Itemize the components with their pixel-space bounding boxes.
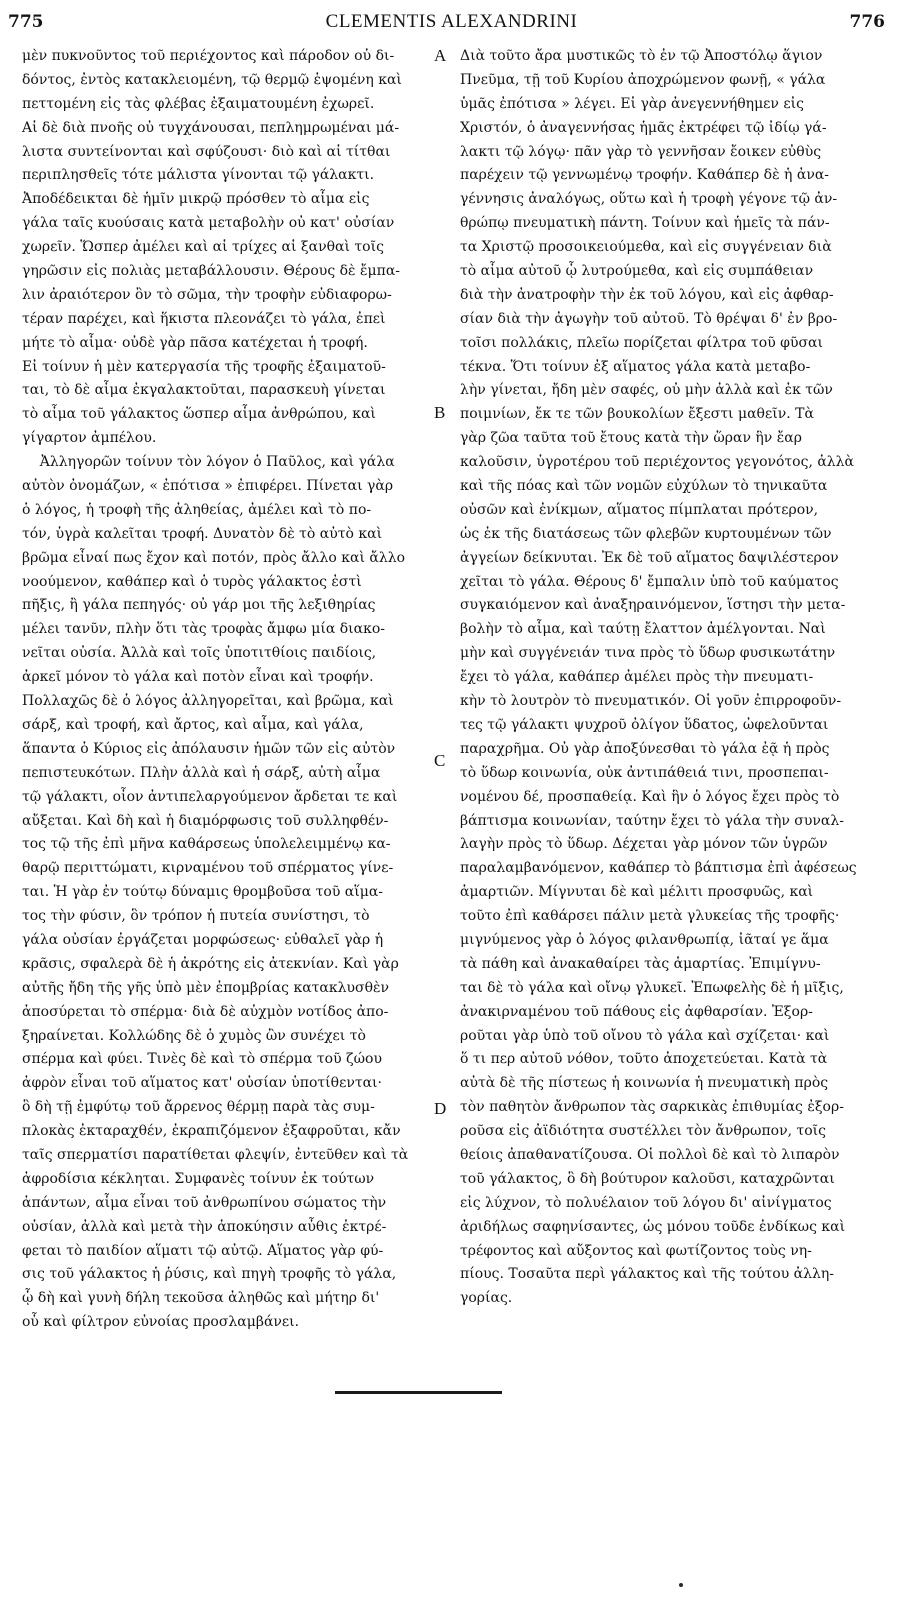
text-line: λαγὴν πρὸς τὸ ὕδωρ. Δέχεται γὰρ μόνον τῶν ὑγρῶν	[460, 836, 828, 853]
section-marker-b: B	[434, 403, 446, 422]
text-line: νομένου δέ, προσπαθείᾳ. Καὶ ἣν ὁ λόγος ἔχει πρὸς τὸ	[460, 788, 840, 805]
text-line: οὗ καὶ φίλτρον εὐνοίας προσλαμβάνει.	[22, 1314, 300, 1331]
text-line: μιγνύμενος γὰρ ὁ λόγος φιλανθρωπίᾳ, ἰᾶταί γε ἅμα	[460, 931, 829, 948]
text-line: ὁ λόγος, ἡ τροφὴ τῆς ἀληθείας, ἀμέλει καὶ τὸ πο-	[22, 501, 372, 518]
text-line: τος τῷ τῆς ἐπὶ μῆνα καθάρσεως ὑπολελειμμένῳ κα-	[22, 836, 391, 853]
text-line: θαρῷ περιττώματι, κιρναμένου τοῦ σπέρματος γίνε-	[22, 860, 394, 877]
text-line: Διὰ τοῦτο ἄρα μυστικῶς τὸ ἐν τῷ Ἀποστόλῳ ἅγιον	[460, 48, 823, 64]
text-line: ἔχει τὸ γάλα, καθάπερ ἀμέλει πρὸς τὴν πνευματι-	[460, 669, 814, 686]
text-line: παραλαμβανόμενον, καθάπερ τὸ βάπτισμα ἐπὶ ἀφέσεως	[460, 860, 857, 877]
text-line: μὲν πυκνοῦντος τοῦ περιέχοντος καὶ πάροδον οὐ δι-	[22, 48, 395, 64]
text-line: καὶ τῆς πόας καὶ τῶν νομῶν εὐχύλων τὸ τηνικαῦτα	[460, 478, 828, 495]
text-line: δόντος, ἐντὸς κατακλειομένη, τῷ θερμῷ ἑψομένη καὶ	[22, 71, 402, 88]
text-line: τος τὴν φύσιν, ὃν τρόπον ἡ πυτεία συνίστησι, τὸ	[22, 908, 370, 925]
text-line: ται δὲ τὸ γάλα καὶ οἴνῳ γλυκεῖ. Ἐπωφελὴς δὲ ἡ μῖξις,	[460, 979, 844, 996]
text-line: οὐσῶν καὶ ἐνίκμων, αἵματος πίμπλαται πρότερον,	[460, 501, 819, 518]
text-line: γίγαρτον ἀμπέλου.	[22, 430, 157, 447]
text-line: ται, τὸ δὲ αἷμα ἐκγαλακτοῦται, παρασκευὴ γίνεται	[22, 382, 386, 399]
text-line: γὰρ ζῶα ταῦτα τοῦ ἔτους κατὰ τὴν ὥραν ἣν ἔαρ	[460, 430, 802, 447]
section-marker-a: A	[434, 46, 447, 65]
text-line: ἀφροδίσια κέκληται. Συμφανὲς τοίνυν ἐκ τούτων	[22, 1170, 375, 1187]
text-line: νοούμενον, καθάπερ καὶ ὁ τυρὸς γάλακτος ἐστὶ	[22, 573, 362, 590]
right-column	[460, 45, 872, 1311]
text-line: γηρῶσιν εἰς πολιὰς μεταβάλλουσιν. Θέρους δὲ ἔμπα-	[22, 263, 400, 280]
text-line: ταῖς σπερματίσι παρατίθεται φλεψίν, ἐντεῦθεν καὶ τὰ	[22, 1146, 409, 1163]
text-line: Ἀποδέδεικται δὲ ἡμῖν μικρῷ πρόσθεν τὸ αἷμα εἰς	[22, 191, 370, 208]
text-line: νεῖται οὐσία. Ἀλλὰ καὶ τοῖς ὑποτιτθίοις παιδίοις,	[22, 645, 377, 662]
page-number-right: 776	[849, 12, 885, 32]
text-line: ἀφρὸν εἶναι τοῦ αἵματος κατ' οὐσίαν ὑποτίθενται·	[22, 1075, 382, 1092]
text-line: ξηραίνεται. Κολλώδης δὲ ὁ χυμὸς ὢν συνέχει τὸ	[22, 1027, 366, 1044]
text-line: ται. Ἡ γὰρ ἐν τούτῳ δύναμις θρομβοῦσα τοῦ αἵμα-	[22, 884, 384, 901]
text-line: τα Χριστῷ προσοικειούμεθα, καὶ εἰς συγγένειαν διὰ	[460, 239, 832, 256]
text-line: παρέχειν τῷ γεννωμένῳ τροφήν. Καθάπερ δὲ ἡ ἀνα-	[460, 167, 830, 184]
text-line: χεῖται τὸ γάλα. Θέρους δ' ἔμπαλιν ὑπὸ τοῦ καύματος	[460, 573, 839, 590]
text-line: χωρεῖν. Ὥσπερ ἀμέλει καὶ αἱ τρίχες αἱ ξανθαὶ τοῖς	[22, 239, 384, 256]
text-line: ᾧ δὴ καὶ γυνὴ δήλη τεκοῦσα ἀληθῶς καὶ μήτηρ δι'	[22, 1290, 380, 1307]
text-line: ὅ τι περ αὐτοῦ νόθον, τοῦτο ἀποχετεύεται. Κατὰ τὰ	[460, 1051, 828, 1068]
text-line: τοῖσι πολλάκις, πλεῖω πορίζεται φίλτρα τοῦ φῦσαι	[460, 334, 823, 351]
text-line: τὸ αἷμα αὐτοῦ ᾧ λυτρούμεθα, καὶ εἰς συμπάθειαν	[460, 263, 814, 280]
text-line: τὸ ὕδωρ κοινωνία, οὐκ ἀντιπάθειά τινι, προσπεπαι-	[460, 764, 829, 781]
text-line: Χριστόν, ὁ ἀναγεννήσας ἡμᾶς ἐκτρέφει τῷ ἰδίῳ γά-	[460, 119, 827, 136]
text-line: πεττομένη εἰς τὰς φλέβας ἐξαιματουμένη ἐχωρεῖ.	[22, 95, 375, 112]
text-line: πίους. Τοσαῦτα περὶ γάλακτος καὶ τῆς τούτου ἀλλη-	[460, 1266, 835, 1283]
text-line: αὔξεται. Καὶ δὴ καὶ ἡ διαμόρφωσις τοῦ συλληφθέν-	[22, 812, 389, 829]
text-line: γάλα οὐσίαν ἐργάζεται μορφώσεως· εὐθαλεῖ γὰρ ἡ	[22, 931, 384, 948]
text-line: τοῦτο ἐπὶ καθάρσει πάλιν μετὰ γλυκείας τῆς τροφῆς·	[460, 908, 840, 925]
text-line: λὴν γίνεται, ἤδη μὲν σαφές, οὐ μὴν ἀλλὰ καὶ ἐκ τῶν	[460, 382, 833, 399]
text-line: πεπιστευκότων. Πλὴν ἀλλὰ καὶ ἡ σάρξ, αὐτὴ αἷμα	[22, 764, 381, 781]
text-line: ἁπάντων, αἷμα εἶναι τοῦ ἀνθρωπίνου σώματος τὴν	[22, 1194, 387, 1211]
text-line: σίαν διὰ τὴν ἀγωγὴν τοῦ αὐτοῦ. Τὸ θρέψαι δ' ἐν βρο-	[460, 310, 838, 327]
text-line: ἀγγείων δείκνυται. Ἐκ δὲ τοῦ αἵματος δαψιλέστερον	[460, 549, 839, 566]
text-line: ὡς ἐκ τῆς διατάσεως τῶν φλεβῶν κυρτουμένων τῶν	[460, 525, 832, 542]
text-line: αὐτὰ δὲ τῆς πίστεως ἡ κοινωνία ἡ πνευματικὴ πρὸς	[460, 1075, 829, 1092]
left-column	[22, 45, 434, 1335]
text-line: ἀποσύρεται τὸ σπέρμα· διὰ δὲ αὐχμὸν νοτίδος ἀπο-	[22, 1003, 389, 1020]
running-title: CLEMENTIS ALEXANDRINI	[325, 11, 578, 32]
text-line: τες τῷ γάλακτι ψυχροῦ ὀλίγον ὕδατος, ὠφελοῦνται	[460, 716, 829, 733]
text-line: τέκνα. Ὅτι τοίνυν ἐξ αἵματος γάλα κατὰ μεταβο-	[460, 358, 811, 375]
text-line: τῷ γάλακτι, οἷον ἀντιπελαργούμενον ἄρδεται τε καὶ	[22, 788, 398, 805]
text-line: Ἀλληγορῶν τοίνυν τὸν λόγον ὁ Παῦλος, καὶ γάλα	[22, 454, 395, 471]
text-line: Εἰ τοίνυν ἡ μὲν κατεργασία τῆς τροφῆς ἐξαιματοῦ-	[22, 358, 386, 375]
text-line: Πολλαχῶς δὲ ὁ λόγος ἀλληγορεῖται, καὶ βρῶμα, καὶ	[22, 693, 394, 710]
text-line: Αἱ δὲ διὰ πνοῆς οὐ τυγχάνουσαι, πεπλημρωμέναι μά-	[22, 119, 400, 136]
text-line: ἀρκεῖ μόνον τὸ γάλα καὶ ποτὸν εἶναι καὶ τροφήν.	[22, 669, 374, 686]
text-line: τρέφοντος καὶ αὔξοντος καὶ φωτίζοντος τοὺς νη-	[460, 1242, 812, 1259]
text-line: ροῦσα εἰς ἀϊδιότητα συστέλλει τὸν ἄνθρωπον, τοῖς	[460, 1123, 827, 1140]
text-line: τὸν παθητὸν ἄνθρωπον τὰς σαρκικὰς ἐπιθυμίας ἐξορ-	[460, 1099, 844, 1116]
text-line: φεται τὸ παιδίον αἵματι τῷ αὐτῷ. Αἵματος γὰρ φύ-	[22, 1242, 384, 1259]
section-marker-d: D	[434, 1099, 447, 1118]
text-line: ὑμᾶς ἐπότισα » λέγει. Εἰ γὰρ ἀνεγεννήθημεν εἰς	[460, 95, 804, 112]
text-line: ροῦται γὰρ ὑπὸ τοῦ οἴνου τὸ γάλα καὶ σχίζεται· καὶ	[460, 1027, 830, 1044]
text-line: τέραν παρέχει, καὶ ἥκιστα πλεονάζει τὸ γάλα, ἐπεὶ	[22, 310, 386, 327]
text-line: μέλει τανῦν, πλὴν ὅτι τὰς τροφὰς ἄμφω μία διακο-	[22, 621, 386, 638]
text-line: βρῶμα εἶναί πως ἔχον καὶ ποτόν, πρὸς ἄλλο καὶ ἄλλο	[22, 549, 406, 566]
text-line: εἰς λύχνον, τὸ πολυέλαιον τοῦ λόγου δι' αἰνίγματος	[460, 1194, 832, 1211]
text-line: ἅπαντα ὁ Κύριος εἰς ἀπόλαυσιν ἡμῶν τῶν εἰς αὐτὸν	[22, 740, 396, 757]
page-number-left: 775	[8, 12, 44, 32]
text-line: λιστα συντείνονται καὶ σφύζουσι· διὸ καὶ αἱ τίτθαι	[22, 143, 391, 160]
text-line: μὴν καὶ συγγένειάν τινα πρὸς τὸ ὕδωρ φυσικωτάτην	[460, 645, 836, 662]
text-line: ὃ δὴ τῇ ἐμφύτῳ τοῦ ἄρρενος θέρμῃ παρὰ τὰς συμ-	[22, 1099, 375, 1116]
text-line: λακτι τῷ λόγῳ· πᾶν γὰρ τὸ γεννῆσαν ἔοικεν εὐθὺς	[460, 143, 822, 160]
text-line: Πνεῦμα, τῇ τοῦ Κυρίου ἀποχρώμενον φωνῇ, « γάλα	[460, 71, 826, 88]
text-line: καλοῦσιν, ὑγροτέρου τοῦ περιέχοντος γεγονότος, ἀλλὰ	[460, 454, 855, 471]
text-line: βολὴν τὸ αἷμα, καὶ ταύτῃ ἔλαττον ἀμέλγονται. Ναὶ	[460, 621, 826, 638]
text-line: οὐσίαν, ἀλλὰ καὶ μετὰ τὴν ἀποκύησιν αὖθις ἐκτρέ-	[22, 1218, 387, 1235]
text-line: κὴν τὸ λουτρὸν τὸ πνευματικόν. Οἱ γοῦν ἐπιρροφοῦν-	[460, 693, 842, 710]
text-line: τὰ πάθη καὶ ἀνακαθαίρει τὰς ἁμαρτίας. Ἐπιμίγνυ-	[460, 955, 821, 972]
text-line: ἀνακιρναμένου τοῦ πάθους εἰς ἀφθαρσίαν. Ἐξορ-	[460, 1003, 813, 1020]
text-line: γέννησις ἀναλόγως, οὕτω καὶ ἡ τροφὴ γέγονε τῷ ἀν-	[460, 191, 838, 208]
text-line: θείοις ἀπαθανατίζουσα. Οἱ πολλοὶ δὲ καὶ τὸ λιπαρὸν	[460, 1146, 840, 1163]
text-line: τόν, ὑγρὰ καλεῖται τροφή. Δυνατὸν δὲ τὸ αὐτὸ καὶ	[22, 525, 383, 542]
page-speck	[679, 1583, 683, 1587]
text-line: σις τοῦ γάλακτος ἡ ῥύσις, καὶ πηγὴ τροφῆς τὸ γάλα,	[22, 1266, 397, 1283]
text-line: παραχρῆμα. Οὐ γὰρ ἀποξύνεσθαι τὸ γάλα ἐᾷ ἡ πρὸς	[460, 740, 830, 757]
text-line: αὐτὸν ὀνομάζων, « ἐπότισα » ἐπιφέρει. Πίνεται γὰρ	[22, 478, 394, 495]
text-line: κρᾶσις, σφαλερὰ δὲ ἡ ἀκρότης εἰς ἀτεκνίαν. Καὶ γὰρ	[22, 955, 399, 972]
end-rule	[335, 1391, 502, 1394]
text-line: θρώπῳ πνευματικὴ πάντη. Τοίνυν καὶ ἡμεῖς τὰ πάν-	[460, 215, 830, 232]
text-line: ἁμαρτιῶν. Μίγνυται δὲ καὶ μέλιτι προσφυῶς, καὶ	[460, 884, 814, 901]
text-line: πλοκὰς ἐκταραχθέν, ἐκραπιζόμενον ἐξαφροῦται, κἄν	[22, 1123, 401, 1140]
text-line: γορίας.	[460, 1290, 513, 1307]
text-line: λιν ἀραιότερον ὂν τὸ σῶμα, τὴν τροφὴν εὐδιαφορω-	[22, 286, 392, 303]
text-line: γάλα ταῖς κυούσαις κατὰ μεταβολὴν οὐ κατ' οὐσίαν	[22, 215, 395, 232]
text-line: μήτε τὸ αἷμα· οὐδὲ γὰρ πᾶσα κατέχεται ἡ τροφή.	[22, 334, 368, 351]
text-line: ποιμνίων, ἔκ τε τῶν βουκολίων ἔξεστι μαθεῖν. Τὰ	[460, 406, 814, 423]
text-line: ἀριδήλως σαφηνίσαντες, ὡς μόνου τοῦδε ἐνδίκως καὶ	[460, 1218, 846, 1235]
text-line: διὰ τὴν ἀνατροφὴν τὴν ἐκ τοῦ λόγου, καὶ εἰς ἀφθαρ-	[460, 286, 834, 303]
text-line: τοῦ γάλακτος, ὃ δὴ βούτυρον καλοῦσι, καταχρῶνται	[460, 1170, 835, 1187]
text-line: συγκαιόμενον καὶ ἀναξηραινόμενον, ἵστησι τὴν μετα-	[460, 597, 846, 614]
text-line: βάπτισμα κοινωνίαν, ταύτην ἔχει τὸ γάλα τὴν συναλ-	[460, 812, 844, 829]
section-marker-c: C	[434, 751, 446, 770]
text-line: περιπλησθεῖς τότε μάλιστα γίνονται τῷ γάλακτι.	[22, 167, 375, 184]
text-line: σάρξ, καὶ τροφή, καὶ ἄρτος, καὶ αἷμα, καὶ γάλα,	[22, 716, 364, 733]
text-line: αὐτῆς ἤδη τῆς γῆς ὑπὸ μὲν ἐπομβρίας κατακλυσθὲν	[22, 979, 390, 996]
text-line: σπέρμα καὶ φύει. Τινὲς δὲ καὶ τὸ σπέρμα τοῦ ζώου	[22, 1051, 382, 1068]
text-line: πῆξις, ἢ γάλα πεπηγός· οὐ γάρ μοι τῆς λεξιθηρίας	[22, 597, 376, 614]
text-line: τὸ αἷμα τοῦ γάλακτος ὥσπερ αἷμα ἀνθρώπου, καὶ	[22, 406, 376, 423]
page-header	[0, 6, 903, 36]
